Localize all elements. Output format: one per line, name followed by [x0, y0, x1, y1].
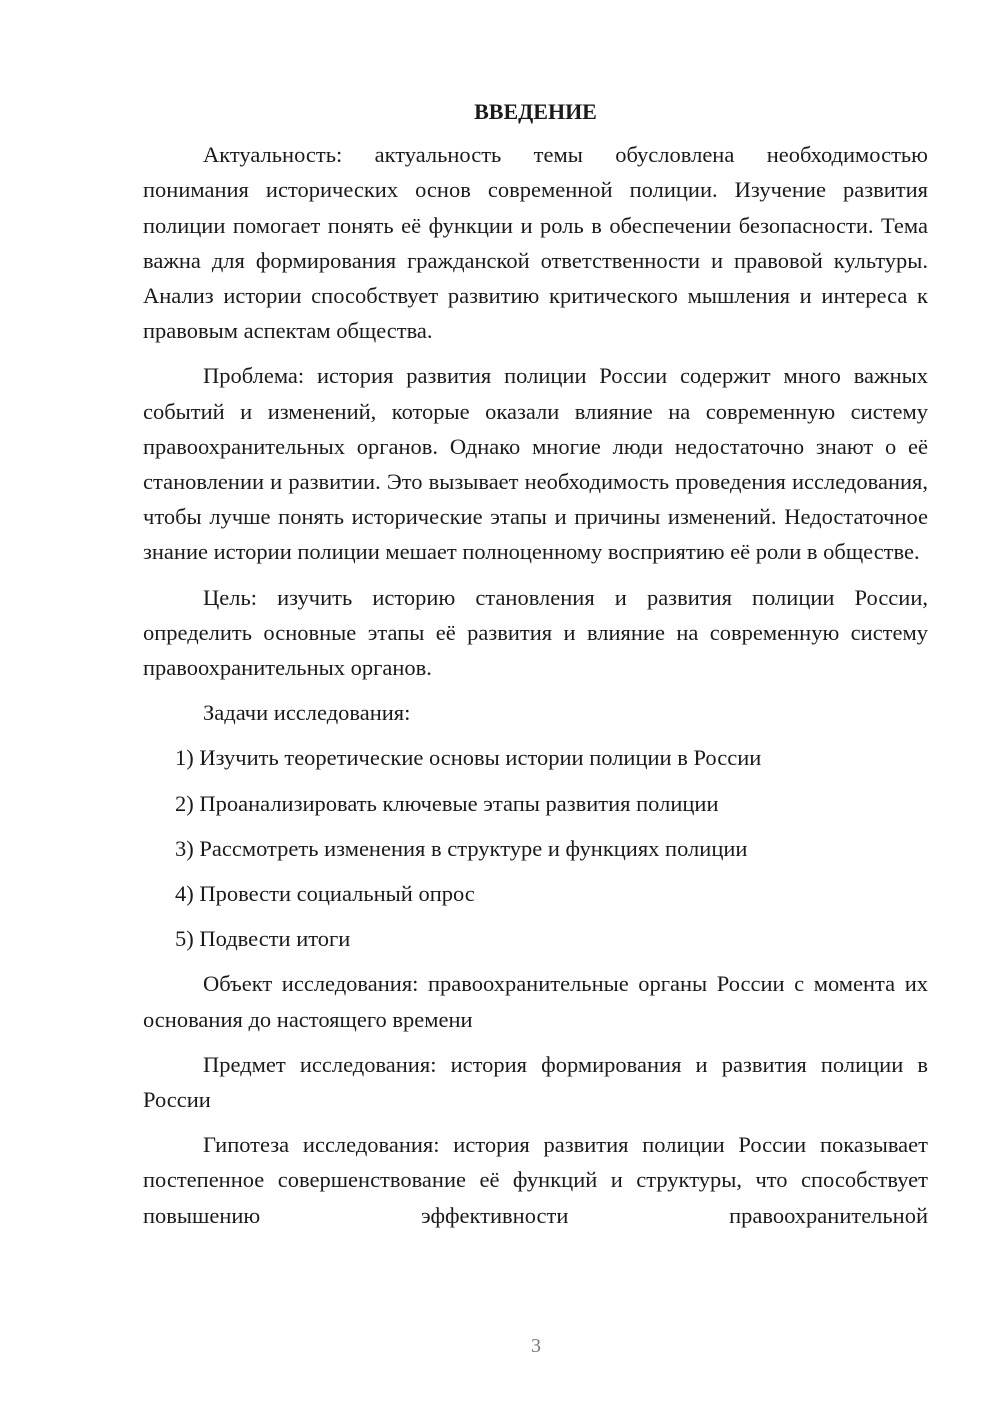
- hypothesis-paragraph: Гипотеза исследования: история развития полиции России показывает постепенное совершенствование её функций и структуры, что способствует повышению эффективности правоохранительной: [143, 1132, 928, 1228]
- task-item-3: 3) Рассмотреть изменения в структуре и функциях полиции: [175, 835, 748, 861]
- task-item-1: 1) Изучить теоретические основы истории полиции в России: [175, 745, 762, 771]
- tasks-heading: Задачи исследования:: [203, 700, 411, 726]
- relevance-paragraph: Актуальность: актуальность темы обусловлена необходимостью понимания исторических основ современной полиции. Изучение развития полиции помогает понять её функции и роль в обеспечении безопасности. Тема важна для формирования гражданской ответственности и правовой культуры. Анализ истории способствует развитию критического мышления и интереса к правовым аспектам общества.: [143, 142, 928, 344]
- page-content: [143, 94, 928, 1233]
- subject-paragraph: Предмет исследования: история формирования и развития полиции в России: [143, 1051, 928, 1113]
- task-list: [143, 740, 928, 956]
- goal-paragraph: Цель: изучить историю становления и развития полиции России, определить основные этапы её развития и влияние на современную систему правоохранительных органов.: [143, 584, 928, 681]
- page-number: 3: [531, 1335, 541, 1357]
- object-paragraph: Объект исследования: правоохранительные органы России с момента их основания до настоящего времени: [143, 971, 928, 1032]
- page-title: ВВЕДЕНИЕ: [474, 99, 597, 124]
- task-item-5: 5) Подвести итоги: [175, 926, 351, 952]
- problem-paragraph: Проблема: история развития полиции России содержит много важных событий и изменений, которые оказали влияние на современную систему правоохранительных органов. Однако многие люди недостаточно знают о её становлении и развитии. Это вызывает необходимость проведения исследования, чтобы лучше понять исторические этапы и причины изменений. Недостаточное знание истории полиции мешает полноценному восприятию её роли в обществе.: [143, 363, 928, 565]
- task-item-2: 2) Проанализировать ключевые этапы развития полиции: [175, 790, 719, 816]
- task-item-4: 4) Провести социальный опрос: [175, 881, 475, 907]
